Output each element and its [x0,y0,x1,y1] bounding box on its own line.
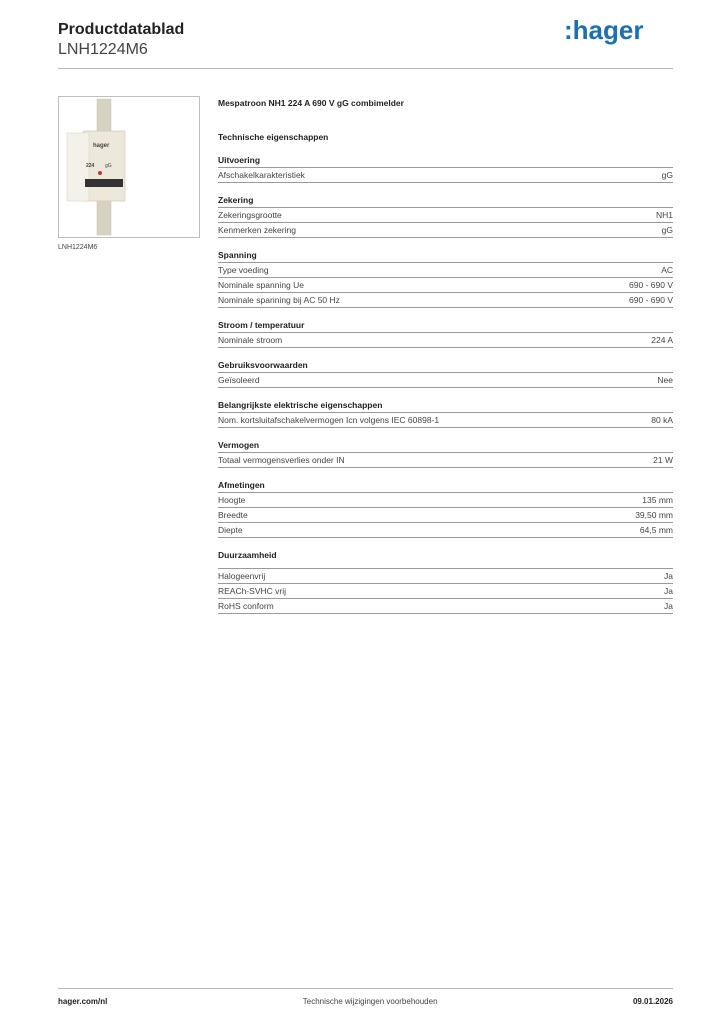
fuse-illustration [59,97,199,237]
section-rows [218,373,673,388]
spec-value: 39,50 mm [635,510,673,520]
product-name: Mespatroon NH1 224 A 690 V gG combimelder [218,98,404,108]
spec-row [218,453,673,468]
spec-row [218,599,673,614]
spec-value: 64,5 mm [639,525,673,535]
spec-row [218,569,673,584]
spec-row [218,333,673,348]
section-rows [218,568,673,614]
image-caption: LNH1224M6 [58,244,98,251]
spec-row [218,168,673,183]
logo-text: :hager [564,16,644,45]
section-rows [218,413,673,428]
spec-value: gG [661,170,673,180]
spec-value: Ja [664,571,673,581]
spec-value: 690 - 690 V [629,280,673,290]
spec-section [218,479,673,538]
spec-label: Afschakelkarakteristiek [218,170,305,180]
spec-row [218,263,673,278]
spec-label: Nominale spanning Ue [218,280,304,290]
spec-label: Kenmerken zekering [218,225,296,235]
spec-value: Ja [664,601,673,611]
spec-row [218,293,673,308]
spec-row [218,278,673,293]
spec-section [218,399,673,428]
section-title: Zekering [218,194,673,208]
spec-label: Nominale spanning bij AC 50 Hz [218,295,340,305]
spec-value: NH1 [655,210,673,220]
spec-value: gG [661,225,673,235]
spec-label: Geïsoleerd [218,375,260,385]
spec-section [218,549,673,614]
section-title: Afmetingen [218,479,673,493]
fuse-brand-label: hager [93,143,110,149]
spec-label: Nominale stroom [218,335,283,345]
section-title: Stroom / temperatuur [218,319,673,333]
section-title: Belangrijkste elektrische eigenschappen [218,399,673,413]
product-image [58,96,200,238]
footer-divider [58,988,673,989]
section-title: Spanning [218,249,673,263]
spec-sections [218,154,673,614]
spec-label: Nom. kortsluitafschakelvermogen Icn volgens IEC 60898-1 [218,415,440,425]
fuse-class-label: gG [105,163,112,169]
spec-section [218,319,673,348]
spec-row [218,413,673,428]
spec-section [218,249,673,308]
section-rows [218,333,673,348]
spec-value: Ja [664,586,673,596]
spec-row [218,373,673,388]
spec-value: AC [661,265,673,275]
footer-disclaimer: Technische wijzigingen voorbehouden [302,997,438,1006]
footer-date: 09.01.2026 [632,997,673,1006]
fuse-rating-label: 224 [86,163,95,169]
document-title: Productdatablad [58,21,185,38]
spec-label: Breedte [218,510,248,520]
hager-logo [564,16,654,46]
spec-value: 690 - 690 V [629,295,673,305]
spec-row [218,223,673,238]
spec-value: 80 kA [651,415,673,425]
spec-section [218,359,673,388]
header-divider [58,68,673,69]
section-title: Uitvoering [218,154,673,168]
indicator-dot [98,171,102,175]
spec-section [218,154,673,183]
spec-value: 21 W [653,455,673,465]
page-header [58,20,184,60]
spec-label: Hoogte [218,495,246,505]
section-rows [218,453,673,468]
spec-label: RoHS conform [218,601,274,611]
spec-row [218,584,673,599]
footer-website[interactable]: hager.com/nl [58,997,108,1006]
spec-row [218,208,673,223]
spec-section [218,194,673,238]
spec-value: 135 mm [642,495,673,505]
section-rows [218,263,673,308]
section-title: Gebruiksvoorwaarden [218,359,673,373]
spec-row [218,523,673,538]
section-rows [218,168,673,183]
spec-label: Zekeringsgrootte [218,210,282,220]
main-heading: Technische eigenschappen [218,132,329,142]
spec-section [218,439,673,468]
fuse-black-band [85,179,123,187]
section-title: Duurzaamheid [218,550,277,560]
spec-content [218,97,673,614]
spec-label: Diepte [218,525,243,535]
page-footer [58,997,673,1006]
spec-label: Type voeding [218,265,269,275]
spec-row [218,508,673,523]
section-rows [218,208,673,238]
section-rows [218,493,673,538]
section-title: Vermogen [218,439,673,453]
spec-value: Nee [657,375,673,385]
spec-label: Totaal vermogensverlies onder IN [218,455,345,465]
spec-row [218,493,673,508]
spec-label: REACh-SVHC vrij [218,586,287,596]
document-subtitle: LNH1224M6 [58,41,148,58]
spec-value: 224 A [651,335,673,345]
spec-label: Halogeenvrij [218,571,266,581]
